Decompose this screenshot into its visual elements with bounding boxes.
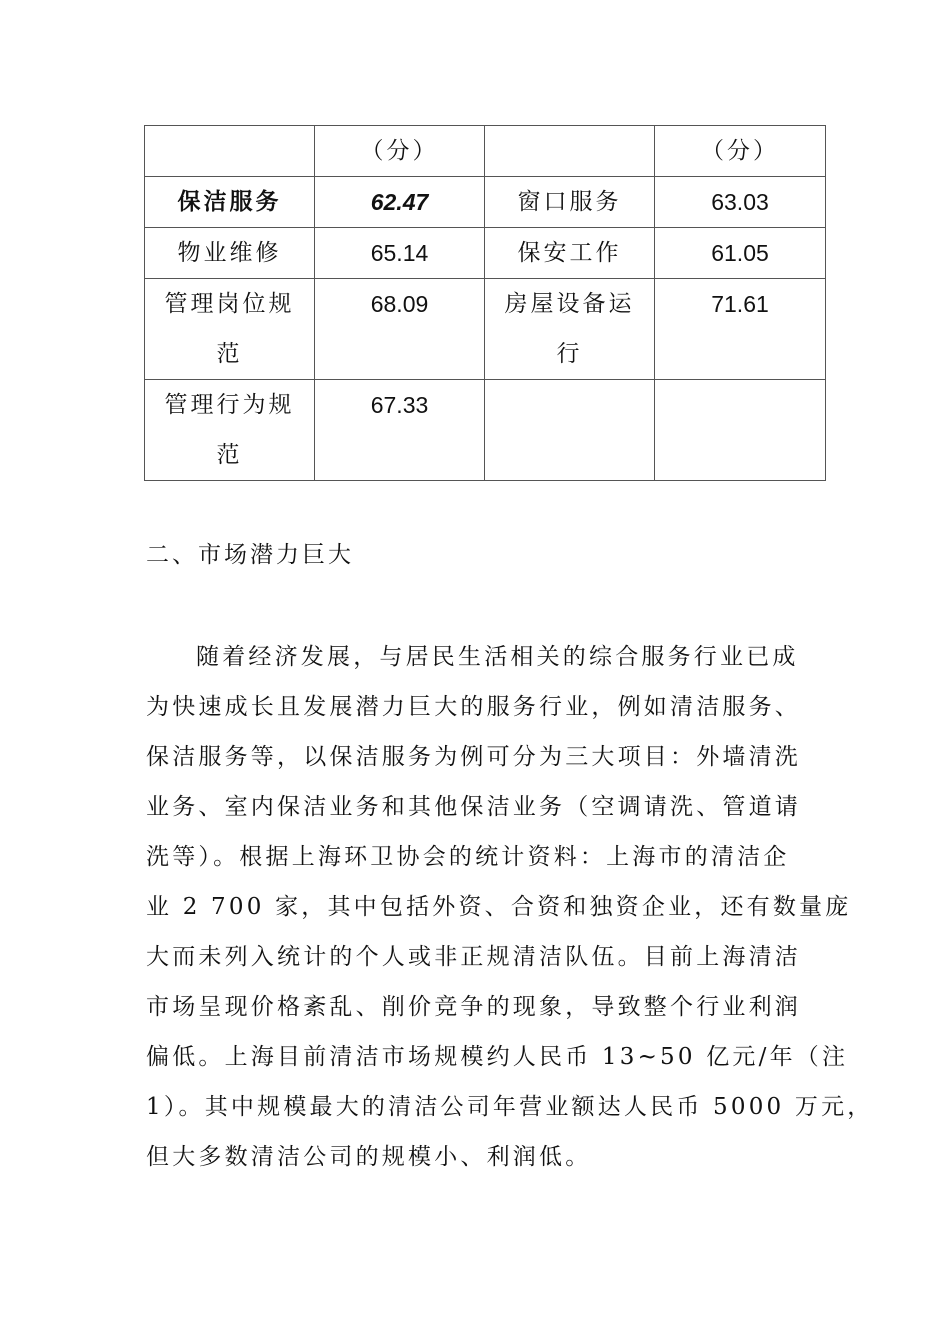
table-cell-label: 管理行为规范 — [145, 380, 315, 481]
table-cell-score: 67.33 — [315, 380, 485, 481]
paragraph-line: 为快速成长且发展潜力巨大的服务行业，例如清洁服务、 — [146, 694, 801, 720]
table-cell-score: 65.14 — [315, 228, 485, 279]
paragraph-line: 洗等）。根据上海环卫协会的统计资料：上海市的清洁企 — [146, 844, 790, 870]
table-row — [145, 228, 826, 279]
table-cell — [655, 380, 826, 481]
table-cell-score: 61.05 — [655, 228, 826, 279]
paragraph-line: 市场呈现价格紊乱、削价竞争的现象，导致整个行业利润 — [146, 994, 801, 1020]
table-cell-label: 保安工作 — [485, 228, 655, 279]
table-cell — [485, 380, 655, 481]
table-cell — [145, 126, 315, 177]
paragraph-line: 但大多数清洁公司的规模小、利润低。 — [146, 1144, 592, 1170]
table-cell-label: 物业维修 — [145, 228, 315, 279]
table-cell-score: 62.47 — [315, 177, 485, 228]
table-row — [145, 279, 826, 380]
section-heading: 二、市场潜力巨大 — [146, 542, 354, 568]
paragraph-line: 偏低。上海目前清洁市场规模约人民币 13~50 亿元/年（注 — [146, 1044, 849, 1070]
paragraph-line: 随着经济发展，与居民生活相关的综合服务行业已成 — [196, 644, 799, 670]
paragraph-line: 保洁服务等，以保洁服务为例可分为三大项目：外墙清洗 — [146, 744, 801, 770]
table-cell-label: 管理岗位规范 — [145, 279, 315, 380]
paragraph-line: 业务、室内保洁业务和其他保洁业务（空调请洗、管道请 — [146, 794, 801, 820]
table-cell-label: 窗口服务 — [485, 177, 655, 228]
table-cell-label: 保洁服务 — [145, 177, 315, 228]
paragraph-line: 大而未列入统计的个人或非正规清洁队伍。目前上海清洁 — [146, 944, 801, 970]
table-cell-unit: （分） — [655, 126, 826, 177]
paragraph-line: 业 2 700 家，其中包括外资、合资和独资企业，还有数量庞 — [146, 894, 852, 920]
body-paragraph — [146, 632, 874, 1182]
table-row — [145, 380, 826, 481]
table-cell — [485, 126, 655, 177]
table-row — [145, 177, 826, 228]
table-cell-score: 63.03 — [655, 177, 826, 228]
table-cell-label: 房屋设备运行 — [485, 279, 655, 380]
table-cell-score: 68.09 — [315, 279, 485, 380]
table-cell-unit: （分） — [315, 126, 485, 177]
table-row — [145, 126, 826, 177]
paragraph-line: 1）。其中规模最大的清洁公司年营业额达人民币 5000 万元， — [146, 1094, 874, 1120]
table-cell-score: 71.61 — [655, 279, 826, 380]
score-table — [144, 125, 826, 481]
